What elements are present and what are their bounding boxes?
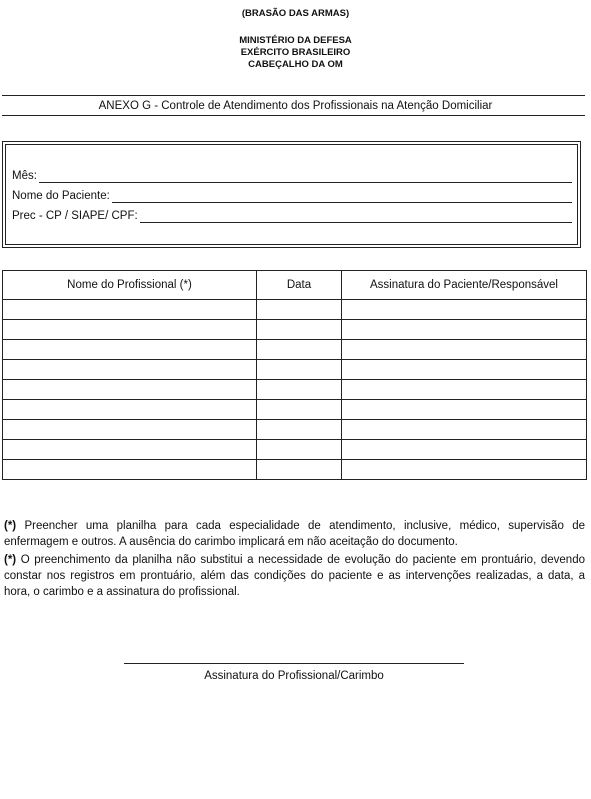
footnote-one (4, 518, 585, 550)
professional-cell[interactable] (3, 440, 257, 460)
professional-cell[interactable] (3, 400, 257, 420)
signature-cell[interactable] (342, 320, 587, 340)
column-header-date: Data (257, 271, 342, 300)
table-row (3, 360, 587, 380)
army-name: EXÉRCITO BRASILEIRO (240, 47, 351, 58)
table-row (3, 300, 587, 320)
signature-label: Assinatura do Profissional/Carimbo (204, 670, 384, 682)
table-row (3, 400, 587, 420)
table-header-row (3, 271, 587, 300)
month-label: Mês: (12, 170, 37, 182)
table-row (3, 440, 587, 460)
attendance-table (2, 270, 587, 480)
column-header-signature: Assinatura do Paciente/Responsável (342, 271, 587, 300)
signature-cell[interactable] (342, 360, 587, 380)
month-blank-line[interactable] (39, 170, 572, 183)
column-header-professional: Nome do Profissional (*) (3, 271, 257, 300)
signature-cell[interactable] (342, 380, 587, 400)
signature-cell[interactable] (342, 300, 587, 320)
professional-cell[interactable] (3, 320, 257, 340)
patient-id-label: Prec - CP / SIAPE/ CPF: (12, 210, 138, 222)
date-cell[interactable] (257, 380, 342, 400)
professional-cell[interactable] (3, 300, 257, 320)
footnote-one-marker: (*) (4, 520, 17, 532)
date-cell[interactable] (257, 460, 342, 480)
date-cell[interactable] (257, 300, 342, 320)
patient-identification-inner-frame (5, 144, 578, 245)
date-cell[interactable] (257, 420, 342, 440)
table-row (3, 340, 587, 360)
signature-line[interactable] (124, 663, 464, 664)
table-row (3, 460, 587, 480)
patient-id-field[interactable] (12, 209, 572, 223)
signature-cell[interactable] (342, 340, 587, 360)
title-top-rule (2, 95, 585, 96)
signature-cell[interactable] (342, 400, 587, 420)
footnote-one-text: Preencher uma planilha para cada especialidade de atendimento, inclusive, médico, supervisão de enfermagem e outros. A ausência do carimbo implicará em não aceitação do documento. (4, 520, 585, 548)
patient-name-blank-line[interactable] (112, 190, 572, 203)
ministry-name: MINISTÉRIO DA DEFESA (239, 35, 352, 46)
table-row (3, 380, 587, 400)
professional-cell[interactable] (3, 420, 257, 440)
title-bottom-rule (2, 115, 585, 116)
date-cell[interactable] (257, 400, 342, 420)
coat-of-arms-placeholder: (BRASÃO DAS ARMAS) (241, 8, 350, 19)
footnote-two (4, 552, 585, 600)
date-cell[interactable] (257, 340, 342, 360)
professional-cell[interactable] (3, 340, 257, 360)
patient-name-field[interactable] (12, 189, 572, 203)
table-row (3, 320, 587, 340)
date-cell[interactable] (257, 320, 342, 340)
annex-title: ANEXO G - Controle de Atendimento dos Profissionais na Atenção Domiciliar (98, 100, 493, 112)
date-cell[interactable] (257, 360, 342, 380)
signature-cell[interactable] (342, 460, 587, 480)
patient-name-label: Nome do Paciente: (12, 190, 110, 202)
om-header: CABEÇALHO DA OM (248, 59, 343, 70)
date-cell[interactable] (257, 440, 342, 460)
footnote-two-text: O preenchimento da planilha não substitui a necessidade de evolução do paciente em prontuário, devendo constar nos registros em prontuário, além das condições do paciente e as intervenções realizadas, a data, a hora, o carimbo e a assinatura do profissional. (4, 554, 585, 598)
patient-identification-box (2, 141, 581, 248)
footnote-two-marker: (*) (4, 554, 17, 566)
patient-id-blank-line[interactable] (140, 210, 572, 223)
professional-cell[interactable] (3, 360, 257, 380)
professional-cell[interactable] (3, 380, 257, 400)
signature-cell[interactable] (342, 440, 587, 460)
table-row (3, 420, 587, 440)
professional-cell[interactable] (3, 460, 257, 480)
signature-cell[interactable] (342, 420, 587, 440)
footnotes (4, 518, 585, 602)
month-field[interactable] (12, 169, 572, 183)
